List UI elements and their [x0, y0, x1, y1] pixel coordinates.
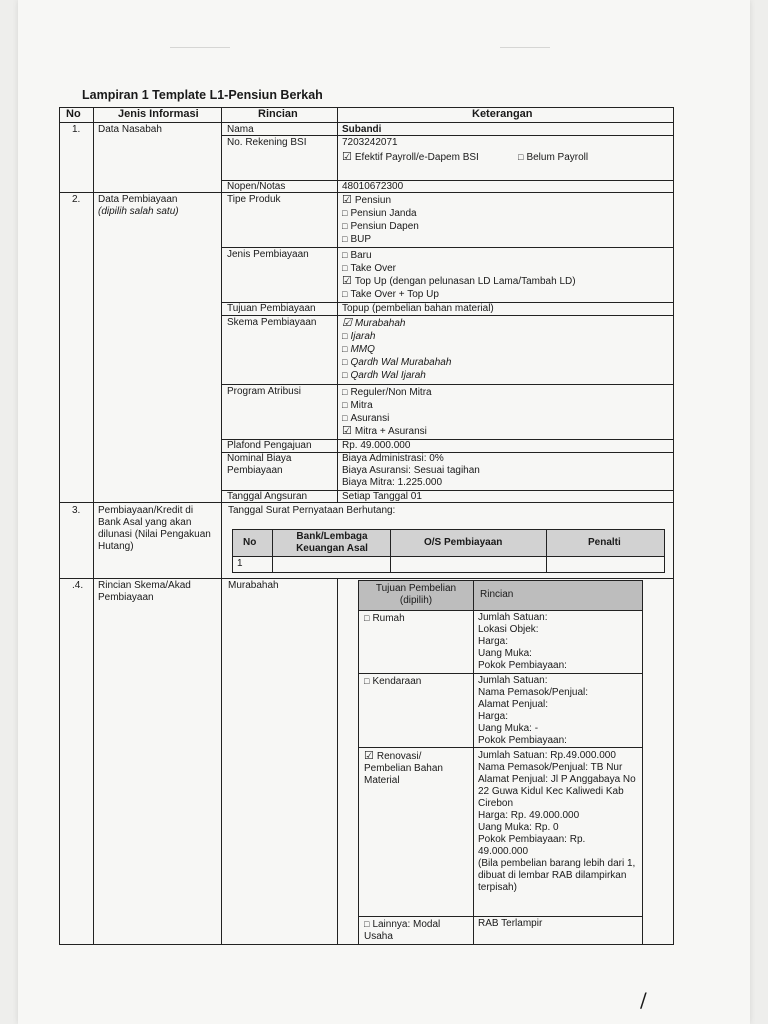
- s4-jenis: Rincian Skema/Akad Pembiayaan: [98, 580, 191, 603]
- s2-skema-options: [342, 317, 451, 382]
- header-no: No: [66, 108, 81, 120]
- s4-lainnya-value: RAB Terlampir: [478, 918, 543, 929]
- skema-option: □ Ijarah: [342, 330, 451, 343]
- tipe-option: □ Pensiun Janda: [342, 207, 419, 220]
- s1-payroll-efektif-checked: ☑ Efektif Payroll/e-Dapem BSI: [342, 151, 479, 164]
- s2-jenis: Data Pembiayaan: [98, 194, 178, 205]
- s2-tipe-options: [342, 194, 419, 246]
- handwritten-mark: /: [640, 988, 647, 1012]
- s1-rekening-value: 7203242071: [342, 137, 398, 148]
- jenis-option: □ Take Over + Top Up: [342, 288, 576, 301]
- s2-program-label: Program Atribusi: [227, 386, 301, 397]
- s4-no: .4.: [72, 580, 84, 591]
- s2-tanggal-value: Setiap Tanggal 01: [342, 491, 422, 502]
- header-rincian: Rincian: [258, 108, 298, 120]
- s1-payroll-belum-unchecked: □ Belum Payroll: [518, 151, 588, 164]
- s3-th-bank: Bank/Lembaga Keuangan Asal: [296, 531, 368, 554]
- skema-option: □ Qardh Wal Murabahah: [342, 356, 451, 369]
- s2-program-options: [342, 386, 432, 438]
- renovasi-line: Jumlah Satuan: Rp.49.000.000: [478, 750, 616, 761]
- program-option-checked: ☑ Mitra + Asuransi: [342, 425, 432, 438]
- tipe-option: □ BUP: [342, 233, 419, 246]
- rumah-line: Jumlah Satuan:: [478, 612, 548, 623]
- s4-lainnya-unchecked: □ Lainnya: Modal Usaha: [364, 918, 468, 943]
- s2-jenis-pembiayaan-label: Jenis Pembiayaan: [227, 249, 309, 260]
- nominal-line: Biaya Mitra: 1.225.000: [342, 477, 443, 488]
- renovasi-line: (Bila pembelian barang lebih dari 1, dibuat di lembar RAB dilampirkan terpisah): [478, 858, 636, 893]
- skema-option: □ MMQ: [342, 343, 451, 356]
- skema-option: □ Qardh Wal Ijarah: [342, 369, 451, 382]
- s4-th-rincian: Rincian: [480, 589, 514, 600]
- s2-nominal-lines: [342, 453, 480, 489]
- rumah-line: Harga:: [478, 636, 509, 647]
- program-option: □ Reguler/Non Mitra: [342, 386, 432, 399]
- renovasi-line: Pokok Pembiayaan: Rp. 49.000.000: [478, 834, 586, 857]
- rumah-line: Uang Muka:: [478, 648, 532, 659]
- s4-rumah-lines: [478, 612, 567, 672]
- renovasi-line: Nama Pemasok/Penjual: TB Nur: [478, 762, 623, 773]
- jenis-option: □ Take Over: [342, 262, 576, 275]
- program-option: □ Asuransi: [342, 412, 432, 425]
- s3-th-penalti: Penalti: [588, 537, 621, 548]
- document-title: Lampiran 1 Template L1-Pensiun Berkah: [82, 88, 323, 102]
- s3-row-no: 1: [237, 558, 243, 569]
- s3-jenis: Pembiayaan/Kredit di Bank Asal yang akan dilunasi (Nilai Pengakuan Hutang): [98, 505, 211, 552]
- s2-tujuan-value: Topup (pembelian bahan material): [342, 303, 494, 314]
- s4-th-tujuan: Tujuan Pembelian (dipilih): [375, 583, 457, 606]
- s2-tujuan-label: Tujuan Pembiayaan: [227, 303, 316, 314]
- kendaraan-line: Nama Pemasok/Penjual:: [478, 687, 589, 698]
- s1-rekening-label: No. Rekening BSI: [227, 137, 307, 148]
- s2-nominal-label: Nominal Biaya Pembiayaan: [227, 453, 292, 476]
- s1-nopen-value: 48010672300: [342, 181, 404, 192]
- s4-renovasi-checked: ☑ Renovasi/ Pembelian Bahan Material: [364, 750, 468, 787]
- s4-renovasi-lines: [478, 750, 638, 894]
- renovasi-line: Harga: Rp. 49.000.000: [478, 810, 580, 821]
- s2-jenis-note: (dipilih salah satu): [98, 206, 179, 217]
- s2-no: 2.: [72, 194, 81, 205]
- jenis-option-checked: ☑ Top Up (dengan pelunasan LD Lama/Tambah LD): [342, 275, 576, 288]
- jenis-option: □ Baru: [342, 249, 576, 262]
- s2-tipe-label: Tipe Produk: [227, 194, 281, 205]
- s2-skema-label: Skema Pembiayaan: [227, 317, 317, 328]
- tipe-option-checked: ☑ Pensiun: [342, 194, 419, 207]
- header-jenis-informasi: Jenis Informasi: [118, 108, 199, 120]
- header-keterangan: Keterangan: [472, 108, 533, 120]
- s1-nama-value: Subandi: [342, 124, 382, 135]
- renovasi-line: Alamat Penjual: Jl P Anggabaya No 22 Guwa Kidul Kec Kaliwedi Kab Cirebon: [478, 774, 636, 809]
- s2-plafond-label: Plafond Pengajuan: [227, 440, 312, 451]
- rumah-line: Pokok Pembiayaan:: [478, 660, 567, 671]
- nominal-line: Biaya Asuransi: Sesuai tagihan: [342, 465, 480, 476]
- kendaraan-line: Pokok Pembiayaan:: [478, 735, 567, 746]
- kendaraan-line: Jumlah Satuan:: [478, 675, 548, 686]
- s4-kendaraan-unchecked: □ Kendaraan: [364, 675, 421, 688]
- s3-surat-label: Tanggal Surat Pernyataan Berhutang:: [228, 505, 396, 516]
- s1-no: 1.: [72, 124, 81, 135]
- s2-tanggal-label: Tanggal Angsuran: [227, 491, 308, 502]
- s2-jenis-pembiayaan-options: [342, 249, 576, 301]
- kendaraan-line: Uang Muka: -: [478, 723, 539, 734]
- program-option: □ Mitra: [342, 399, 432, 412]
- s3-th-no: No: [243, 537, 257, 548]
- s1-nopen-label: Nopen/Notas: [227, 181, 286, 192]
- s3-no: 3.: [72, 505, 81, 516]
- s4-rincian: Murabahah: [228, 580, 279, 591]
- rumah-line: Lokasi Objek:: [478, 624, 539, 635]
- skema-option-checked: ☑ Murabahah: [342, 317, 451, 330]
- s4-kendaraan-lines: [478, 675, 588, 747]
- tipe-option: □ Pensiun Dapen: [342, 220, 419, 233]
- nominal-line: Biaya Administrasi: 0%: [342, 453, 444, 464]
- s3-th-os: O/S Pembiayaan: [424, 537, 503, 548]
- s2-plafond-value: Rp. 49.000.000: [342, 440, 411, 451]
- s1-nama-label: Nama: [227, 124, 254, 135]
- s1-jenis: Data Nasabah: [98, 124, 162, 135]
- kendaraan-line: Alamat Penjual:: [478, 699, 549, 710]
- s4-rumah-unchecked: □ Rumah: [364, 612, 405, 625]
- kendaraan-line: Harga:: [478, 711, 509, 722]
- renovasi-line: Uang Muka: Rp. 0: [478, 822, 559, 833]
